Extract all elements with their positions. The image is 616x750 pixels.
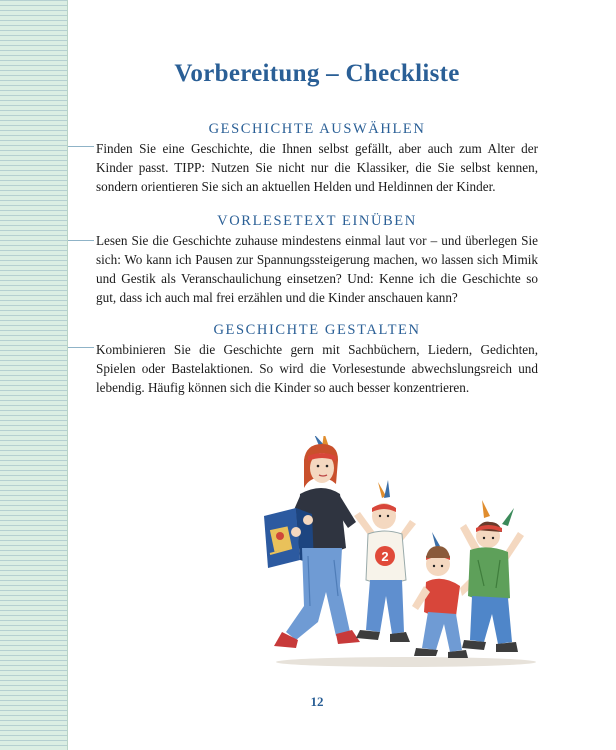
child-figure (460, 500, 524, 652)
child-figure (354, 480, 416, 642)
section-heading: VORLESETEXT EINÜBEN (217, 213, 417, 229)
section-text: Lesen Sie die Geschichte zuhause mindestens einmal laut vor – und überlegen Sie sich: Wo kann ich Pausen zur Spannungssteigerung machen, wo lassen sich Mimik und Gestik als Veranschaulichung einsetzen? Und: Kenne ich die Geschichte so gut, dass ich auch mal frei erzählen und die Kinder anschauen kann? (96, 233, 538, 305)
section-heading: GESCHICHTE AUSWÄHLEN (208, 121, 426, 137)
adult-figure (264, 436, 360, 648)
page-number: 12 (310, 694, 324, 709)
section-text: Kombinieren Sie die Geschichte gern mit Sachbüchern, Liedern, Gedichten, Spielen oder Bastelaktionen. So wird die Vorlesestunde abwechslungsreich und lebendig. Häufig können sich die Kinder so auch besser konzentrieren. (96, 342, 538, 395)
reading-adult-and-dancing-children-illustration (256, 436, 540, 668)
section-connector-line (68, 347, 94, 348)
jersey-number: 2 (381, 549, 389, 564)
section-heading: GESCHICHTE GESTALTEN (213, 322, 421, 338)
page-title: Vorbereitung – Checkliste (174, 60, 460, 87)
section-connector-line (68, 240, 94, 241)
decorative-side-strip (0, 0, 68, 750)
section-text: Finden Sie eine Geschichte, die Ihnen selbst gefällt, aber auch zum Alter der Kinder passt. TIPP: Nutzen Sie nicht nur die Klassiker, die Sie selbst kennen, sondern orientieren Sie sich an aktuellen Helden und Heldinnen der Kinder. (96, 141, 538, 194)
section-connector-line (68, 146, 94, 147)
